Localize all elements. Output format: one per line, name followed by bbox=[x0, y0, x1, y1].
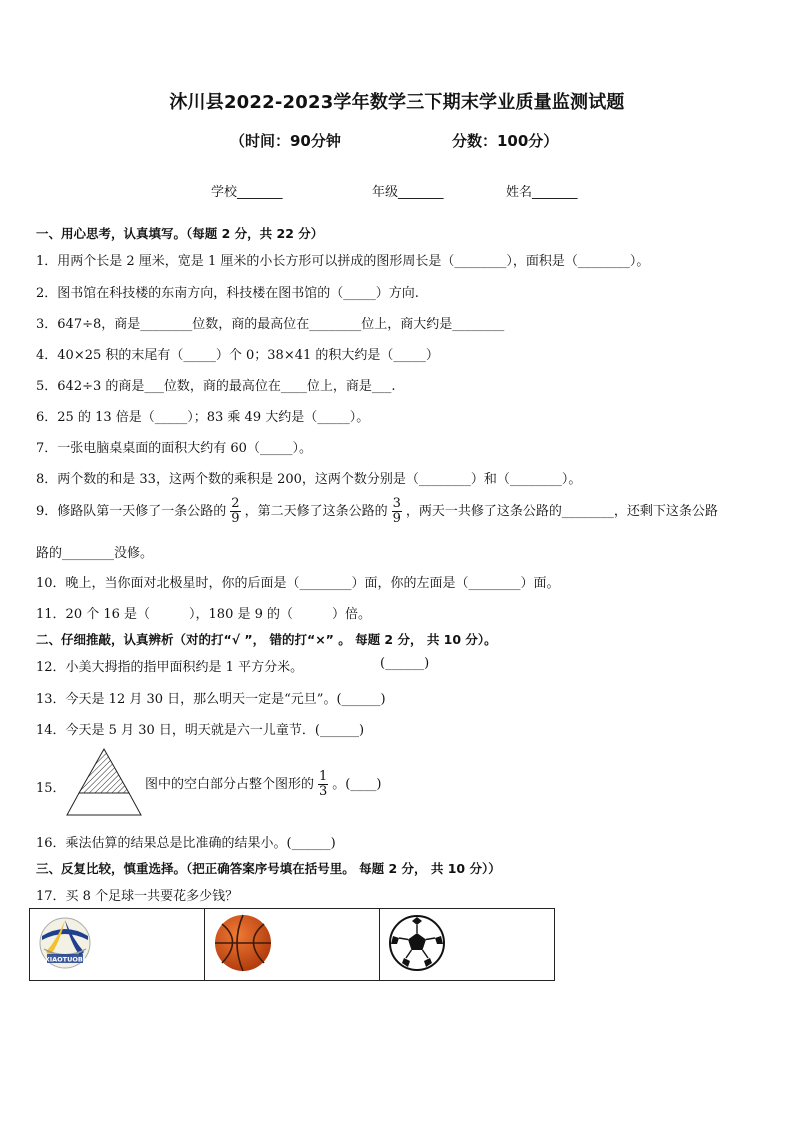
section-1-heading: 一、用心思考，认真填写。（每题 2 分，共 22 分） bbox=[36, 226, 324, 241]
question-9-continued: 路的________没修。 bbox=[36, 546, 154, 561]
question-6: 6．25 的 13 倍是（_____）；83 乘 49 大约是（_____）。 bbox=[36, 410, 370, 425]
triangle-figure bbox=[66, 748, 142, 818]
table-cell-volleyball bbox=[30, 909, 205, 981]
question-10: 10．晚上，当你面对北极星时，你的后面是（________）面，你的左面是（________）面。 bbox=[36, 576, 560, 591]
section-3-heading: 三、反复比较，慎重选择。（把正确答案序号填在括号里。 每题 2 分， 共 10 分）） bbox=[36, 861, 501, 876]
table-cell-football bbox=[380, 909, 555, 981]
volleyball-brand-text: XIAOTUOBI bbox=[44, 955, 86, 963]
question-3: 3．647÷8，商是________位数，商的最高位在________位上，商大约是________ bbox=[36, 317, 505, 332]
fraction-denominator: 9 bbox=[231, 511, 240, 526]
question-9-part-c: ，两天一共修了这条公路的________，还剩下这条公路 bbox=[405, 504, 718, 519]
question-7: 7．一张电脑桌桌面的面积大约有 60（_____）。 bbox=[36, 441, 312, 456]
exam-time: （时间：90分钟 bbox=[230, 132, 341, 150]
question-2: 2．图书馆在科技楼的东南方向，科技楼在图书馆的（_____）方向. bbox=[36, 286, 419, 301]
name-field: 姓名_______ bbox=[506, 185, 578, 200]
question-9-part-b: ，第二天修了这条公路的 bbox=[244, 504, 388, 519]
question-16: 16．乘法估算的结果总是比准确的结果小。(______) bbox=[36, 836, 336, 851]
soccer-ball-icon bbox=[388, 914, 446, 972]
fraction-3-9 bbox=[392, 497, 402, 526]
page-title: 沐川县2022-2023学年数学三下期末学业质量监测试题 bbox=[169, 92, 625, 113]
exam-score: 分数：100分） bbox=[452, 132, 559, 150]
question-5: 5．642÷3 的商是___位数，商的最高位在____位上，商是___. bbox=[36, 379, 396, 394]
question-15-number: 15． bbox=[36, 781, 66, 796]
question-12-blank: (______) bbox=[380, 656, 430, 671]
question-13: 13．今天是 12 月 30 日，那么明天一定是“元旦”。(______) bbox=[36, 692, 386, 707]
fraction-2-9 bbox=[230, 497, 240, 526]
grade-field: 年级_______ bbox=[372, 185, 444, 200]
question-15-blank: 。(____) bbox=[332, 777, 382, 792]
question-17: 17．买 8 个足球一共要花多少钱？ bbox=[36, 889, 239, 904]
question-9-part-a: 9．修路队第一天修了一条公路的 bbox=[36, 504, 227, 519]
volleyball-icon bbox=[38, 916, 92, 970]
question-4: 4．40×25 积的末尾有（_____）个 0；38×41 的积大约是（_____） bbox=[36, 348, 439, 363]
question-11: 11．20 个 16 是（ ），180 是 9 的（ ）倍。 bbox=[36, 607, 372, 622]
question-8: 8．两个数的和是 33，这两个数的乘积是 200，这两个数分别是（________）和（________）。 bbox=[36, 472, 582, 487]
fraction-1-3 bbox=[318, 770, 328, 799]
question-12: 12．小美大拇指的指甲面积约是 1 平方分米。 bbox=[36, 660, 304, 675]
ball-price-table bbox=[29, 908, 555, 981]
fraction-denominator: 3 bbox=[319, 784, 328, 799]
fraction-denominator: 9 bbox=[392, 511, 401, 526]
fraction-numerator: 2 bbox=[231, 496, 240, 511]
fraction-numerator: 1 bbox=[319, 769, 328, 784]
question-1: 1．用两个长是 2 厘米，宽是 1 厘米的小长方形可以拼成的图形周长是（________），面积是（________）。 bbox=[36, 254, 650, 269]
basketball-icon bbox=[213, 913, 273, 973]
section-2-heading: 二、仔细推敲，认真辨析（对的打“√ ”， 错的打“×” 。 每题 2 分， 共 10 分）。 bbox=[36, 632, 497, 647]
question-15-text bbox=[145, 770, 381, 799]
school-field: 学校_______ bbox=[211, 185, 283, 200]
question-15-stem: 图中的空白部分占整个图形的 bbox=[145, 777, 315, 792]
table-cell-basketball bbox=[205, 909, 380, 981]
question-9 bbox=[36, 497, 718, 526]
question-14: 14．今天是 5 月 30 日，明天就是六一儿童节．(______) bbox=[36, 723, 365, 738]
fraction-numerator: 3 bbox=[392, 496, 401, 511]
